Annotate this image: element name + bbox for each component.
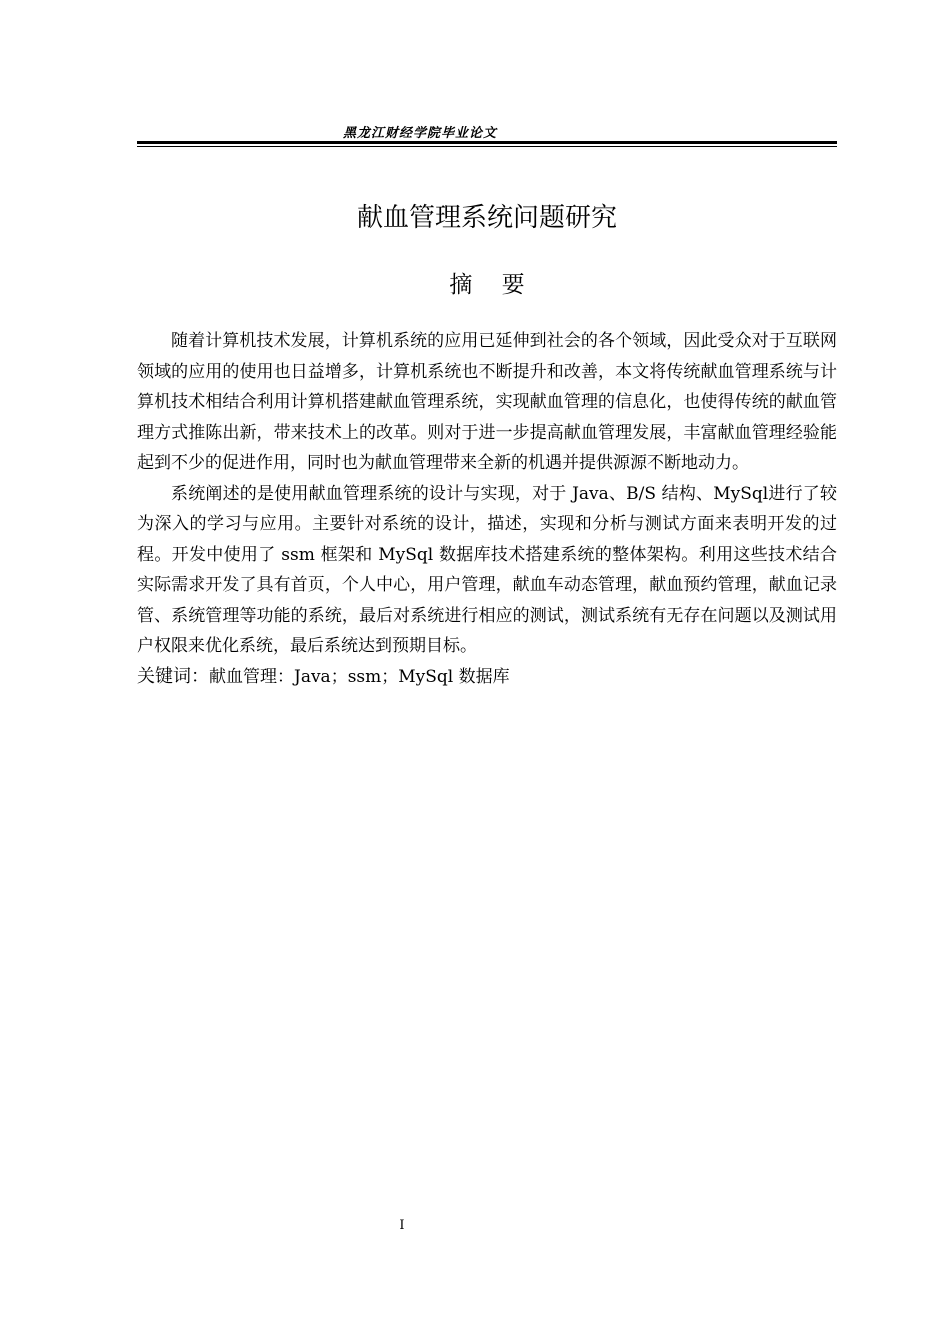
keywords-line bbox=[137, 662, 837, 693]
page-header bbox=[137, 120, 837, 148]
header-school-name: 黑龙江财经学院毕业论文 bbox=[343, 126, 498, 141]
keywords-value: 献血管理：Java；ssm；MySql 数据库 bbox=[209, 666, 510, 687]
abstract-paragraph-1: 随着计算机技术发展，计算机系统的应用已延伸到社会的各个领域，因此受众对于互联网领域的应用的使用也日益增多，计算机系统也不断提升和改善，本文将传统献血管理系统与计算机技术相结合利用计算机搭建献血管理系统，实现献血管理的信息化，也使得传统的献血管理方式推陈出新，带来技术上的改革。则对于进一步提高献血管理发展，丰富献血管理经验能起到不少的促进作用，同时也为献血管理带来全新的机遇并提供源源不断地动力。 bbox=[137, 331, 837, 473]
abstract-heading: 摘 要 bbox=[449, 272, 525, 298]
header-rule-thin bbox=[137, 146, 837, 147]
abstract-paragraph-2: 系统阐述的是使用献血管理系统的设计与实现，对于 Java、B/S 结构、MySql进行了较为深入的学习与应用。主要针对系统的设计，描述，实现和分析与测试方面来表明开发的过程。开发中使用了 ssm 框架和 MySql 数据库技术搭建系统的整体架构。利用这些技术结合实际需求开发了具有首页，个人中心，用户管理，献血车动态管理，献血预约管理，献血记录管、系统管理等功能的系统，最后对系统进行相应的测试，测试系统有无存在问题以及测试用户权限来优化系统，最后系统达到预期目标。 bbox=[137, 483, 837, 656]
paper-title: 献血管理系统问题研究 bbox=[356, 203, 617, 233]
keywords-label: 关键词： bbox=[137, 665, 209, 687]
header-rule-thick bbox=[137, 141, 837, 144]
abstract-body bbox=[137, 326, 837, 692]
page-number: I bbox=[399, 1218, 405, 1233]
